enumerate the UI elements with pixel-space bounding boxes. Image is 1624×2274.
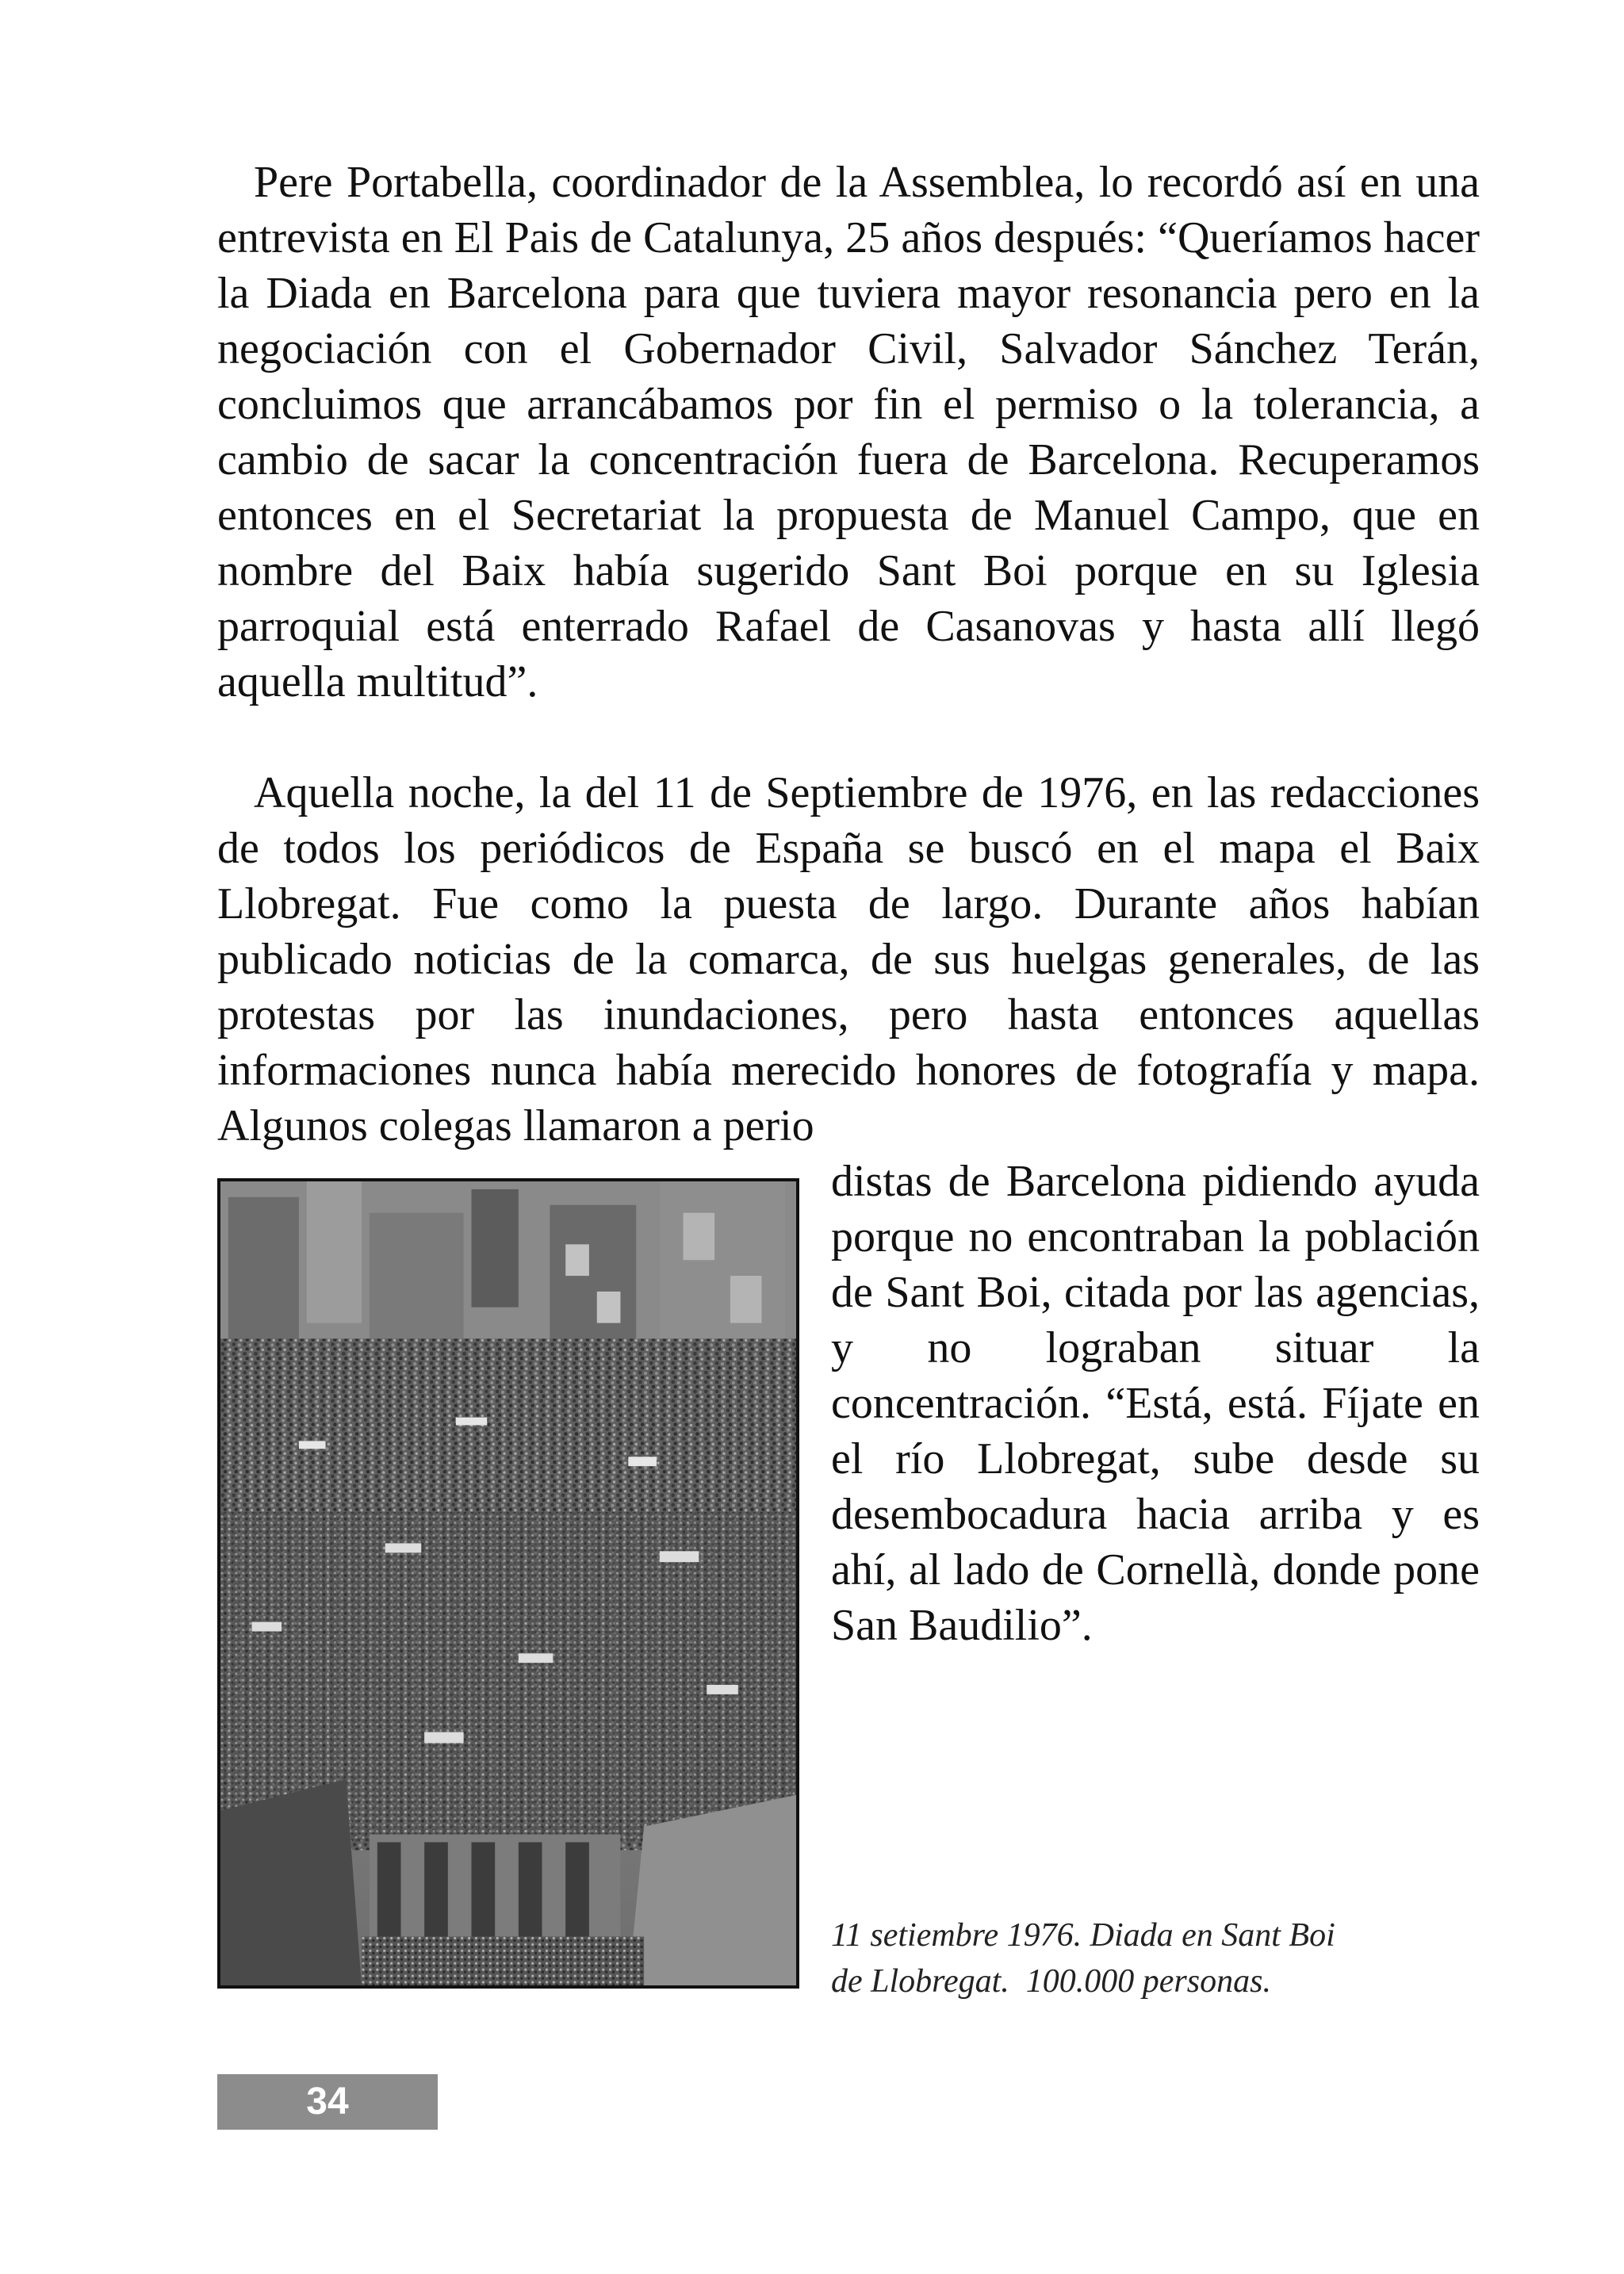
crowd-photo-icon: [220, 1181, 796, 1985]
caption-line-2: de Llobregat. 100.000 personas.: [831, 1963, 1271, 2000]
paragraph-diada-night: Aquella noche, la del 11 de Septiembre de 1976, en las redacciones de todos los periódicos de España se buscó en el mapa el Baix Llobregat. Fue como la puesta de largo. Durante años habían publicado noticias de la comarca, de sus huelgas generales, de las protestas por las inundaciones, pero hasta entonces aquellas informaciones nunca había merecido honores de fotografía y mapa. Algunos colegas llamaron a perio: [217, 768, 1480, 1150]
crowd-photo: [217, 1178, 799, 1989]
page-number: 34: [217, 2074, 438, 2130]
paragraph-diada-night-continued: distas de Barcelona pidiendo ayuda porque no encontraban la población de Sant Boi, citada por las agencias, y no lograban situar la concentración. “Está, está. Fíjate en el río Llobregat, sube desde su desembocadura hacia arriba y es ahí, al lado de Cornellà, donde pone San Baudilio”.: [831, 1157, 1480, 1650]
photo-caption: [831, 1912, 1489, 2004]
paragraph-portabella-quote: Pere Portabella, coordinador de la Assemblea, lo recordó así en una entrevista en El Pais de Catalunya, 25 años después: “Queríamos hacer la Diada en Barcelona para que tuviera mayor resonancia pero en la negociación con el Gobernador Civil, Salvador Sánchez Terán, concluimos que arrancábamos por fin el permiso o la tolerancia, a cambio de sacar la concentración fuera de Barcelona. Recuperamos entonces en el Secretariat la propuesta de Manuel Campo, que en nombre del Baix había sugerido Sant Boi porque en su Iglesia parroquial está enterrado Rafael de Casanovas y hasta allí llegó aquella multitud”.: [217, 158, 1480, 706]
caption-line-1: 11 setiembre 1976. Diada en Sant Boi: [831, 1917, 1335, 1954]
